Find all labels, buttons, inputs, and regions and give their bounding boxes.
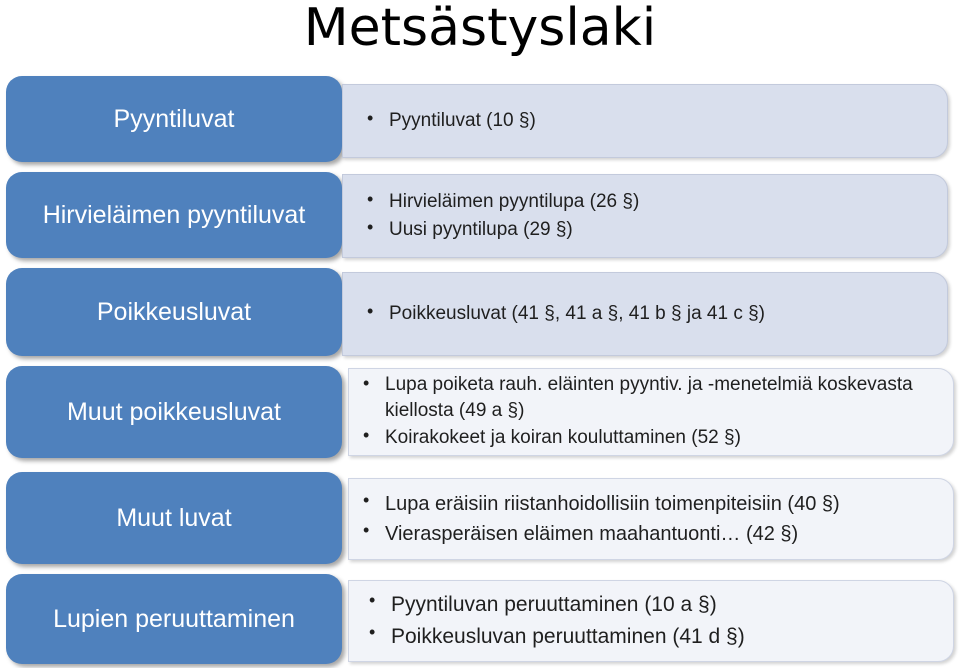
category-box: [6, 172, 342, 258]
category-label: Pyyntiluvat: [113, 104, 235, 133]
detail-box: [342, 174, 948, 258]
bullet-icon: •: [367, 108, 374, 128]
bullet-text: Poikkeusluvat (41 §, 41 a §, 41 b § ja 41 c §): [389, 303, 766, 324]
bullet-icon: •: [367, 189, 374, 209]
bullet-item: [369, 589, 953, 621]
row-muut-poikkeusluvat: [0, 366, 960, 458]
row-lupien-peruuttaminen: [0, 574, 960, 664]
bullet-text: Uusi pyyntilupa (29 §): [389, 219, 573, 240]
bullet-text: Poikkeusluvan peruuttaminen (41 d §): [391, 625, 745, 648]
bullet-item: [369, 621, 953, 653]
row-hirvielaimen-pyyntiluvat: [0, 172, 960, 258]
bullet-text: Lupa eräisiin riistanhoidollisiin toimenpiteisiin (40 §): [385, 493, 840, 515]
bullet-icon: •: [369, 590, 376, 610]
detail-box: [342, 84, 948, 158]
bullet-item: [367, 300, 947, 328]
detail-box: [348, 580, 954, 662]
bullet-item: [363, 489, 945, 519]
bullet-item: [363, 372, 935, 424]
bullet-text: Pyyntiluvat (10 §): [389, 110, 536, 131]
row-muut-luvat: [0, 472, 960, 564]
page-title: Metsästyslaki: [303, 0, 657, 58]
category-box: [6, 574, 342, 664]
category-label: Lupien peruuttaminen: [53, 604, 295, 633]
bullet-text: Lupa poiketa rauh. eläinten pyyntiv. ja -menetelmiä koskevasta kiellosta (49 a §): [385, 374, 919, 421]
bullet-item: [367, 188, 947, 216]
row-poikkeusluvat: [0, 268, 960, 356]
detail-box: [342, 272, 948, 356]
bullet-item: [363, 424, 935, 452]
category-box: [6, 76, 342, 162]
category-label: Hirvieläimen pyyntiluvat: [42, 200, 306, 229]
bullet-text: Pyyntiluvan peruuttaminen (10 a §): [391, 593, 717, 616]
bullet-text: Hirvieläimen pyyntilupa (26 §): [389, 191, 640, 212]
bullet-text: Koirakokeet ja koiran kouluttaminen (52 §): [385, 427, 741, 448]
detail-box: [348, 478, 954, 560]
category-box: [6, 472, 342, 564]
bullet-icon: •: [363, 490, 370, 510]
bullet-text: Vierasperäisen eläimen maahantuonti… (42 §): [385, 523, 799, 545]
category-box: [6, 268, 342, 356]
bullet-item: [367, 216, 947, 244]
bullet-item: [363, 519, 945, 549]
bullet-item: [367, 107, 947, 135]
bullet-icon: •: [367, 217, 374, 237]
bullet-icon: •: [363, 425, 370, 445]
bullet-icon: •: [367, 301, 374, 321]
category-label: Poikkeusluvat: [96, 297, 252, 326]
detail-box: [348, 368, 954, 456]
category-box: [6, 366, 342, 458]
bullet-icon: •: [363, 373, 370, 393]
row-pyyntiluvat: [0, 76, 960, 162]
category-label: Muut poikkeusluvat: [66, 397, 281, 426]
bullet-icon: •: [363, 520, 370, 540]
bullet-icon: •: [369, 622, 376, 642]
category-label: Muut luvat: [116, 503, 232, 532]
